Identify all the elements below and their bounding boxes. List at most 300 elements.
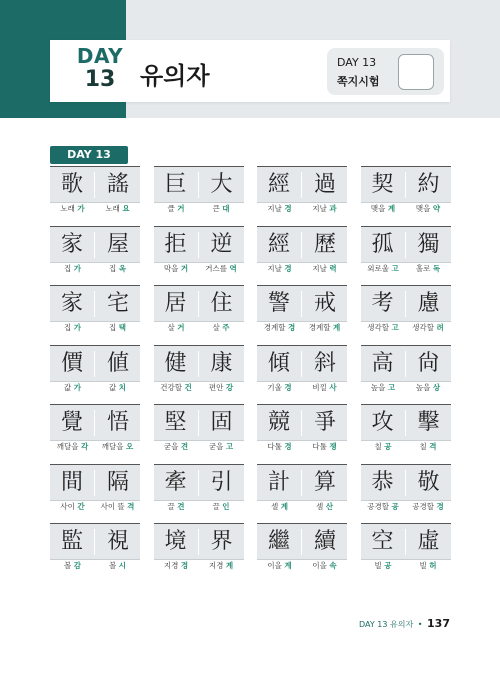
reading-sound: 역 [229, 263, 237, 273]
hanja-card [361, 464, 451, 512]
reading-meaning: 지날 [267, 204, 282, 213]
reading-meaning: 셈 [316, 501, 324, 511]
char-reading [406, 322, 451, 333]
hanja-grid [50, 166, 450, 576]
hanja-char: 攻 [371, 410, 394, 435]
char-reading [406, 441, 451, 452]
reading-sound: 가 [73, 323, 81, 332]
quiz-checkbox[interactable] [398, 54, 434, 90]
reading-meaning: 거스를 [205, 263, 228, 273]
hanja-char: 孤 [371, 231, 394, 257]
page-footer [340, 617, 450, 630]
footer-text: DAY 13 유의자 [359, 620, 414, 629]
hanja-char: 慮 [417, 291, 440, 316]
hanja-char: 屋 [106, 231, 129, 257]
card-divider [198, 470, 199, 496]
card-divider [94, 351, 95, 377]
hanja-char: 繼 [267, 529, 290, 554]
reading-meaning: 경계할 [263, 323, 286, 332]
card-divider [405, 410, 406, 436]
char-reading [361, 382, 406, 393]
char-reading [361, 203, 406, 214]
hanja-char: 算 [313, 469, 336, 495]
card-divider [405, 351, 406, 377]
char-reading [154, 501, 199, 512]
reading-meaning: 홀로 [415, 263, 431, 273]
reading-sound: 거 [180, 263, 189, 273]
reading-sound: 계 [225, 561, 234, 570]
hanja-char: 獨 [417, 231, 440, 257]
reading-meaning: 편안 [208, 382, 224, 392]
title-bar [50, 40, 450, 102]
char-reading [154, 203, 199, 214]
card-chars [154, 404, 244, 441]
hanja-card [361, 523, 451, 571]
char-reading [257, 501, 302, 512]
card-chars [361, 464, 451, 501]
char-reading [50, 560, 95, 571]
char-reading [50, 382, 95, 393]
reading-meaning: 셀 [271, 501, 279, 511]
reading-sound: 약 [432, 204, 441, 213]
reading-sound: 강 [225, 382, 234, 392]
hanja-char: 家 [60, 291, 83, 316]
hanja-char: 計 [267, 469, 290, 495]
hanja-char: 警 [267, 291, 290, 316]
reading-sound: 허 [429, 561, 437, 570]
hanja-card [361, 226, 451, 274]
quiz-box [327, 48, 444, 95]
reading-sound: 택 [118, 323, 126, 332]
hanja-char: 競 [267, 410, 290, 435]
card-chars [154, 166, 244, 203]
hanja-card [257, 345, 347, 393]
char-reading [95, 501, 140, 512]
card-divider [94, 232, 95, 258]
hanja-card [361, 285, 451, 333]
reading-meaning: 집 [109, 323, 117, 332]
char-reading [50, 441, 95, 452]
hanja-char: 經 [267, 172, 290, 197]
char-reading [199, 263, 244, 274]
reading-sound: 과 [329, 204, 337, 213]
reading-meaning: 공경할 [412, 501, 435, 511]
reading-sound: 속 [329, 561, 337, 570]
reading-meaning: 집 [109, 263, 117, 273]
reading-meaning: 생각할 [367, 323, 390, 332]
char-reading [302, 263, 347, 274]
reading-meaning: 이을 [312, 561, 327, 570]
reading-meaning: 클 [167, 204, 175, 213]
reading-sound: 고 [387, 382, 396, 392]
reading-sound: 건 [184, 382, 192, 392]
reading-sound: 고 [391, 263, 399, 273]
reading-meaning: 집 [64, 323, 72, 332]
reading-meaning: 높을 [370, 382, 386, 392]
reading-meaning: 살 [167, 323, 175, 332]
reading-meaning: 높을 [415, 382, 431, 392]
hanja-char: 續 [313, 529, 336, 554]
reading-meaning: 사이 뜰 [100, 501, 125, 511]
card-chars [50, 404, 140, 441]
card-divider [301, 232, 302, 258]
hanja-char: 過 [313, 172, 336, 197]
reading-sound: 력 [329, 263, 337, 273]
reading-sound: 가 [77, 204, 85, 213]
reading-sound: 대 [222, 204, 230, 213]
hanja-char: 經 [267, 231, 290, 257]
char-reading [95, 322, 140, 333]
char-reading [361, 441, 406, 452]
char-reading [199, 501, 244, 512]
card-divider [94, 172, 95, 198]
reading-meaning: 깨달을 [56, 442, 79, 451]
reading-meaning: 다툴 [312, 442, 327, 451]
char-reading [257, 382, 302, 393]
card-divider [198, 410, 199, 436]
char-reading [302, 203, 347, 214]
card-chars [257, 404, 347, 441]
hanja-char: 監 [60, 529, 83, 554]
char-reading [50, 263, 95, 274]
card-chars [257, 226, 347, 263]
card-chars [154, 285, 244, 322]
reading-meaning: 지경 [208, 561, 224, 570]
reading-meaning: 비낄 [312, 382, 327, 392]
reading-meaning: 칠 [419, 442, 427, 451]
hanja-card [50, 345, 140, 393]
reading-meaning: 칠 [374, 442, 382, 451]
reading-meaning: 이을 [267, 561, 282, 570]
reading-sound: 고 [225, 442, 234, 451]
char-reading [154, 322, 199, 333]
hanja-char: 高 [371, 350, 394, 376]
reading-sound: 시 [118, 561, 126, 570]
hanja-char: 尙 [417, 350, 440, 376]
char-reading [361, 560, 406, 571]
card-divider [301, 410, 302, 436]
reading-meaning: 값 [64, 382, 72, 392]
reading-sound: 가 [73, 263, 81, 273]
reading-sound: 경 [287, 323, 296, 332]
char-reading [199, 382, 244, 393]
reading-meaning: 볼 [64, 561, 72, 570]
reading-meaning: 노래 [60, 204, 75, 213]
reading-sound: 거 [177, 323, 185, 332]
char-reading [361, 322, 406, 333]
hanja-char: 拒 [164, 231, 187, 257]
char-reading [199, 203, 244, 214]
hanja-char: 爭 [313, 410, 336, 435]
reading-meaning: 빌 [419, 561, 427, 570]
hanja-char: 考 [371, 291, 394, 316]
reading-meaning: 지경 [163, 561, 179, 570]
section-tab: DAY 13 [50, 146, 128, 164]
char-reading [154, 560, 199, 571]
hanja-char: 逆 [210, 231, 233, 257]
reading-meaning: 굳을 [208, 442, 224, 451]
hanja-char: 境 [164, 529, 187, 554]
hanja-char: 引 [210, 469, 233, 495]
card-chars [50, 226, 140, 263]
card-chars [257, 345, 347, 382]
reading-meaning: 지날 [267, 263, 282, 273]
card-divider [301, 351, 302, 377]
char-reading [302, 322, 347, 333]
char-reading [199, 560, 244, 571]
char-reading [154, 263, 199, 274]
hanja-char: 虛 [417, 529, 440, 554]
card-divider [198, 291, 199, 317]
reading-sound: 상 [432, 382, 441, 392]
hanja-char: 空 [371, 529, 394, 554]
card-chars [50, 464, 140, 501]
reading-meaning: 값 [109, 382, 117, 392]
reading-meaning: 지날 [312, 263, 327, 273]
hanja-card [50, 166, 140, 214]
char-reading [302, 560, 347, 571]
char-reading [257, 560, 302, 571]
char-reading [95, 441, 140, 452]
card-chars [50, 166, 140, 203]
hanja-char: 敬 [417, 469, 440, 495]
reading-meaning: 노래 [105, 204, 120, 213]
reading-meaning: 기울 [267, 382, 282, 392]
reading-meaning: 맺을 [415, 204, 431, 213]
reading-sound: 공 [384, 561, 392, 570]
char-reading [257, 203, 302, 214]
reading-meaning: 사이 [60, 501, 75, 511]
hanja-char: 健 [164, 350, 187, 376]
day-label [50, 46, 150, 91]
reading-sound: 격 [429, 442, 437, 451]
card-divider [301, 291, 302, 317]
char-reading [406, 560, 451, 571]
hanja-card [257, 464, 347, 512]
hanja-char: 住 [210, 291, 233, 316]
hanja-card [154, 523, 244, 571]
card-chars [361, 166, 451, 203]
card-chars [154, 523, 244, 560]
reading-sound: 옥 [118, 263, 126, 273]
reading-sound: 쟁 [329, 442, 337, 451]
card-divider [198, 529, 199, 555]
reading-sound: 인 [222, 501, 230, 511]
card-divider [94, 470, 95, 496]
reading-sound: 가 [73, 382, 81, 392]
char-reading [257, 322, 302, 333]
char-reading [361, 263, 406, 274]
reading-meaning: 외로울 [367, 263, 390, 273]
reading-sound: 거 [177, 204, 185, 213]
card-chars [361, 345, 451, 382]
reading-sound: 산 [325, 501, 333, 511]
reading-meaning: 깨달을 [101, 442, 124, 451]
reading-sound: 경 [284, 204, 292, 213]
hanja-char: 謠 [106, 172, 129, 197]
hanja-char: 巨 [164, 172, 187, 197]
card-chars [257, 464, 347, 501]
hanja-char: 牽 [164, 469, 187, 495]
card-divider [94, 291, 95, 317]
hanja-char: 覺 [60, 410, 83, 435]
page-number: 137 [427, 617, 450, 630]
footer-dot: • [417, 620, 423, 629]
hanja-card [50, 285, 140, 333]
char-reading [154, 441, 199, 452]
quiz-day: DAY 13 [337, 56, 377, 69]
char-reading [50, 501, 95, 512]
card-chars [154, 464, 244, 501]
reading-sound: 고 [391, 323, 399, 332]
card-divider [301, 470, 302, 496]
card-chars [257, 285, 347, 322]
card-chars [361, 226, 451, 263]
reading-sound: 감 [73, 561, 81, 570]
reading-sound: 계 [284, 561, 292, 570]
hanja-card [257, 523, 347, 571]
hanja-card [257, 166, 347, 214]
card-divider [94, 410, 95, 436]
card-chars [154, 345, 244, 382]
reading-meaning: 막을 [163, 263, 179, 273]
hanja-char: 斜 [313, 350, 336, 376]
card-divider [198, 232, 199, 258]
hanja-char: 歷 [313, 231, 336, 257]
reading-meaning: 굳을 [163, 442, 179, 451]
reading-sound: 간 [77, 501, 85, 511]
hanja-char: 家 [60, 231, 83, 257]
char-reading [361, 501, 406, 512]
day-number: 13 [84, 67, 116, 92]
reading-sound: 계 [332, 323, 341, 332]
hanja-char: 戒 [313, 291, 336, 316]
card-chars [361, 523, 451, 560]
hanja-char: 約 [417, 172, 440, 197]
hanja-char: 恭 [371, 469, 394, 495]
hanja-char: 契 [371, 172, 394, 197]
hanja-char: 歌 [60, 172, 83, 197]
reading-meaning: 큰 [212, 204, 220, 213]
reading-sound: 경 [284, 263, 292, 273]
reading-sound: 경 [180, 561, 189, 570]
hanja-char: 傾 [267, 350, 290, 376]
hanja-card [257, 226, 347, 274]
reading-sound: 치 [118, 382, 126, 392]
reading-sound: 사 [329, 382, 337, 392]
char-reading [302, 382, 347, 393]
reading-sound: 주 [222, 323, 230, 332]
reading-meaning: 다툴 [267, 442, 282, 451]
day-word: DAY [76, 44, 124, 68]
hanja-char: 宅 [106, 291, 129, 316]
card-chars [361, 285, 451, 322]
card-divider [301, 172, 302, 198]
reading-sound: 각 [80, 442, 89, 451]
char-reading [154, 382, 199, 393]
card-chars [154, 226, 244, 263]
reading-meaning: 경계할 [308, 323, 331, 332]
hanja-char: 大 [210, 172, 233, 197]
card-chars [50, 345, 140, 382]
quiz-name: 쪽지시험 [337, 75, 380, 88]
card-chars [50, 523, 140, 560]
char-reading [95, 560, 140, 571]
char-reading [50, 203, 95, 214]
page-title: 유의자 [140, 62, 210, 90]
char-reading [406, 203, 451, 214]
hanja-char: 固 [210, 410, 233, 435]
hanja-char: 康 [210, 350, 233, 376]
hanja-card [154, 166, 244, 214]
reading-sound: 격 [127, 501, 135, 511]
hanja-char: 居 [164, 291, 187, 316]
char-reading [302, 501, 347, 512]
reading-sound: 경 [284, 382, 292, 392]
reading-meaning: 끌 [167, 501, 175, 511]
reading-sound: 계 [280, 501, 288, 511]
hanja-card [50, 523, 140, 571]
reading-sound: 경 [284, 442, 292, 451]
reading-sound: 견 [180, 442, 189, 451]
hanja-card [50, 464, 140, 512]
reading-sound: 공 [384, 442, 392, 451]
reading-meaning: 맺을 [370, 204, 386, 213]
reading-sound: 계 [387, 204, 396, 213]
reading-sound: 경 [436, 501, 444, 511]
hanja-char: 擊 [417, 410, 440, 435]
hanja-char: 視 [106, 529, 129, 554]
reading-sound: 요 [122, 204, 130, 213]
card-divider [405, 172, 406, 198]
char-reading [257, 263, 302, 274]
reading-sound: 독 [432, 263, 441, 273]
hanja-card [154, 345, 244, 393]
card-divider [198, 172, 199, 198]
hanja-char: 値 [106, 350, 129, 376]
hanja-char: 隔 [106, 469, 129, 495]
card-divider [405, 291, 406, 317]
card-divider [405, 529, 406, 555]
reading-meaning: 끌 [212, 501, 220, 511]
hanja-card [154, 285, 244, 333]
hanja-card [154, 404, 244, 452]
char-reading [199, 441, 244, 452]
char-reading [199, 322, 244, 333]
char-reading [95, 263, 140, 274]
char-reading [302, 441, 347, 452]
hanja-card [50, 404, 140, 452]
hanja-card [154, 226, 244, 274]
char-reading [406, 501, 451, 512]
reading-sound: 려 [436, 323, 444, 332]
card-divider [94, 529, 95, 555]
reading-meaning: 지날 [312, 204, 327, 213]
card-chars [361, 404, 451, 441]
card-chars [50, 285, 140, 322]
hanja-card [257, 404, 347, 452]
hanja-card [361, 404, 451, 452]
char-reading [406, 382, 451, 393]
hanja-char: 間 [60, 469, 83, 495]
hanja-char: 堅 [164, 410, 187, 435]
reading-meaning: 볼 [109, 561, 117, 570]
char-reading [50, 322, 95, 333]
hanja-char: 悟 [106, 410, 129, 435]
reading-sound: 오 [125, 442, 134, 451]
card-divider [405, 232, 406, 258]
char-reading [95, 203, 140, 214]
